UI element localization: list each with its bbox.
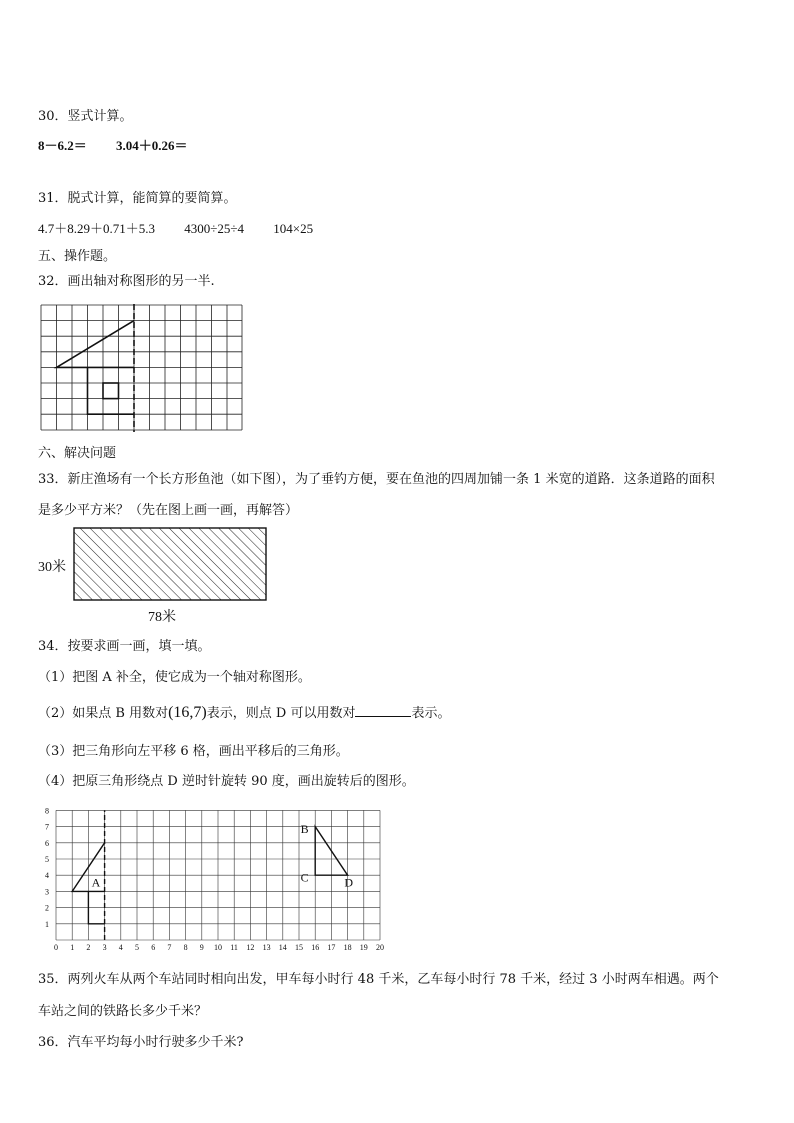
x-tick-label: 13 xyxy=(262,943,271,952)
q34-label-d: D xyxy=(344,875,354,890)
x-tick-label: 12 xyxy=(246,943,255,952)
y-tick-label: 5 xyxy=(45,855,49,864)
q33-text-line-1: 33．新庄渔场有一个长方形鱼池（如下图），为了垂钓方便，要在鱼池的四周加铺一条 1 米宽的道路．这条道路的面积 xyxy=(38,472,715,487)
x-tick-label: 2 xyxy=(86,943,91,952)
q34-part-2 xyxy=(38,702,450,722)
y-tick-label: 7 xyxy=(45,822,49,832)
q35-text-line-1: 35．两列火车从两个车站同时相向出发，甲车每小时行 48 千米，乙车每小时行 78 千米，经过 3 小时两车相遇。两个 xyxy=(38,972,719,987)
q34-coordinate-pair: (16,7) xyxy=(168,704,207,721)
y-tick-label: 1 xyxy=(45,919,49,929)
y-tick-label: 8 xyxy=(45,806,49,816)
x-tick-label: 16 xyxy=(311,943,320,952)
y-tick-label: 3 xyxy=(45,887,49,897)
x-tick-label: 9 xyxy=(199,943,204,952)
q36-title: 36．汽车平均每小时行驶多少千米? xyxy=(38,1035,244,1050)
x-tick-label: 3 xyxy=(102,943,107,952)
x-tick-label: 4 xyxy=(118,943,123,952)
section-6-heading: 六、解决问题 xyxy=(38,446,117,461)
q31-expression-2: 4300÷25÷4 xyxy=(184,221,245,236)
q34-part-1: （1）把图 A 补全，使它成为一个轴对称图形。 xyxy=(38,670,311,685)
q34-label-a: A xyxy=(91,875,101,890)
q32-half-shape xyxy=(57,321,135,415)
section-5-heading: 五、操作题。 xyxy=(38,249,117,264)
x-tick-label: 19 xyxy=(359,943,368,952)
y-tick-label: 2 xyxy=(45,903,49,913)
q34-coordinate-grid xyxy=(36,800,388,956)
q30-expression-1: 8－6.2＝ xyxy=(38,138,87,153)
q34-answer-blank[interactable] xyxy=(355,703,411,717)
q34-part-2-suffix: 表示。 xyxy=(411,706,451,721)
q30-title: 30．竖式计算。 xyxy=(38,109,133,124)
q34-label-b: B xyxy=(300,822,309,837)
q31-expression-1: 4.7＋8.29＋0.71＋5.3 xyxy=(38,221,156,236)
x-tick-label: 5 xyxy=(135,943,139,952)
q34-y-tick-labels xyxy=(45,806,49,928)
q33-width-label: 78米 xyxy=(148,610,176,625)
q32-title: 32．画出轴对称图形的另一半. xyxy=(38,274,215,289)
x-tick-label: 0 xyxy=(54,943,58,952)
q33-pond-rectangle xyxy=(74,528,266,600)
x-tick-label: 7 xyxy=(167,943,172,952)
q30-expression-2: 3.04＋0.26＝ xyxy=(116,138,188,153)
x-tick-label: 15 xyxy=(295,943,303,952)
q31-title: 31．脱式计算，能简算的要简算。 xyxy=(38,191,237,206)
q33-text-line-2: 是多少平方米？（先在图上画一画，再解答） xyxy=(38,503,299,518)
q33-fish-pond-diagram xyxy=(36,524,272,628)
q30-expressions xyxy=(38,135,214,154)
x-tick-label: 11 xyxy=(230,943,238,952)
q34-part-2-prefix: （2）如果点 B 用数对 xyxy=(38,706,169,721)
q34-title: 34．按要求画一画，填一填。 xyxy=(38,639,211,654)
q31-expression-3: 104×25 xyxy=(273,221,314,236)
x-tick-label: 20 xyxy=(376,943,384,952)
x-tick-label: 1 xyxy=(70,943,75,952)
x-tick-label: 14 xyxy=(278,943,287,952)
x-tick-label: 17 xyxy=(327,943,336,952)
q31-expressions xyxy=(38,218,339,237)
q32-symmetry-grid xyxy=(40,304,243,432)
q33-height-label: 30米 xyxy=(38,560,66,575)
x-tick-label: 8 xyxy=(183,943,188,952)
q34-part-4: （4）把原三角形绕点 D 逆时针旋转 90 度，画出旋转后的图形。 xyxy=(38,774,415,789)
y-tick-label: 6 xyxy=(45,838,49,848)
q34-x-tick-labels xyxy=(54,943,384,952)
q34-part-3: （3）把三角形向左平移 6 格，画出平移后的三角形。 xyxy=(38,744,349,759)
q35-text-line-2: 车站之间的铁路长多少千米？ xyxy=(38,1004,208,1019)
x-tick-label: 10 xyxy=(214,943,222,952)
x-tick-label: 18 xyxy=(343,943,352,952)
x-tick-label: 6 xyxy=(151,943,156,952)
q34-label-c: C xyxy=(300,870,309,885)
y-tick-label: 4 xyxy=(45,871,49,881)
q34-part-2-middle: 表示，则点 D 可以用数对 xyxy=(206,706,356,721)
